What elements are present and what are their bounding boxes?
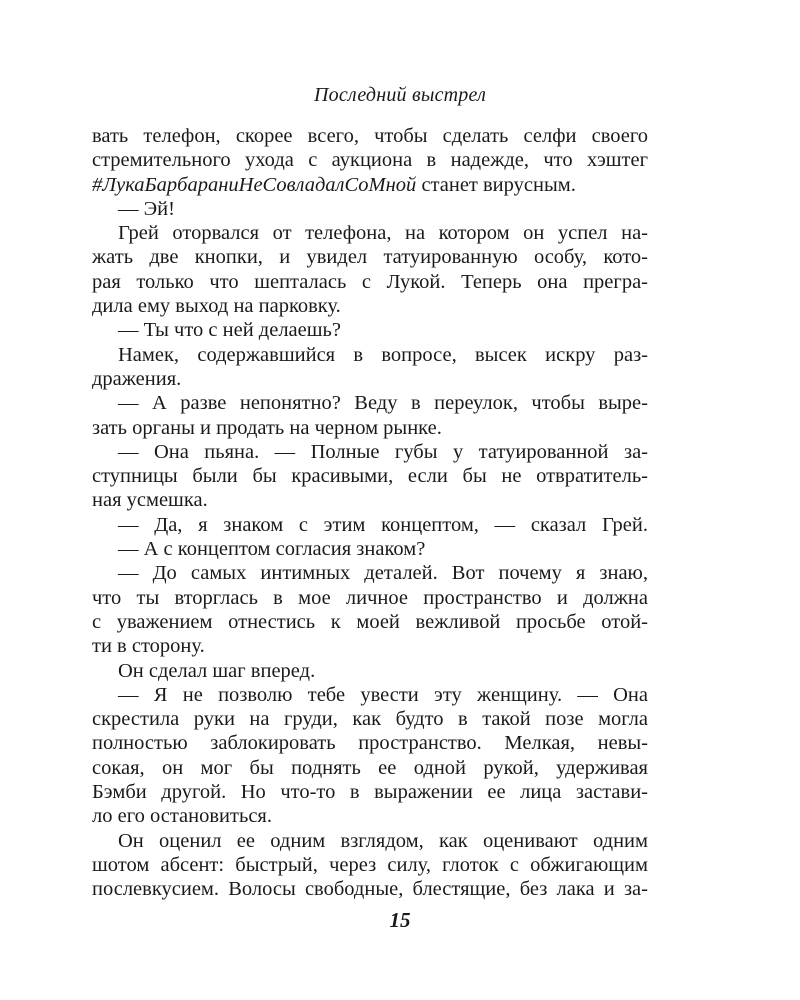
text-line: дила ему выход на парковку. (92, 295, 341, 318)
text-line: — Я не позволю тебе увести эту женщину. — Она (118, 683, 648, 706)
text-line: дражения. (92, 367, 182, 390)
text-line: — Она пьяна. — Полные губы у татуированной за- (118, 440, 648, 463)
text-line: с уважением отнестись к моей вежливой просьбе отой- (92, 610, 648, 633)
text-line: скрестила руки на груди, как будто в такой позе могла (92, 708, 648, 731)
text-line: жать две кнопки, и увидел татуированную особу, кото- (92, 246, 648, 269)
text-line: шотом абсент: быстрый, через силу, глоток с обжигающим (92, 853, 648, 876)
text-line: Он оценил ее одним взглядом, как оценивают одним (118, 829, 648, 852)
text-line: — Ты что с ней делаешь? (118, 319, 341, 342)
text-line: вать телефон, скорее всего, чтобы сделать селфи своего (92, 125, 648, 147)
text-line: полностью заблокировать пространство. Мелкая, невы- (92, 732, 648, 755)
running-head: Последний выстрел (313, 84, 486, 106)
text-line: ти в сторону. (92, 635, 205, 658)
text-line: Он сделал шаг вперед. (118, 659, 316, 682)
text-line: — А с концептом согласия знаком? (118, 538, 426, 561)
text-line (92, 173, 648, 197)
text-line: ная усмешка. (92, 489, 208, 512)
text-line: послевкусием. Волосы свободные, блестящие, без лака и за- (92, 878, 648, 901)
body-text (92, 124, 648, 902)
text-line-rest: станет вирусным. (416, 173, 576, 196)
text-line: ло его остановиться. (92, 805, 272, 828)
text-line: что ты вторглась в мое личное пространство и должна (92, 586, 648, 609)
text-line: — До самых интимных деталей. Вот почему я знаю, (118, 562, 648, 585)
text-line: — А разве непонятно? Веду в переулок, чтобы выре- (118, 392, 648, 415)
page-number: 15 (389, 908, 411, 932)
text-line: стремительного ухода с аукциона в надежде, что хэштег (92, 149, 648, 172)
text-line: ступницы были бы красивыми, если бы не отвратитель- (92, 465, 648, 488)
text-line: сокая, он мог бы поднять ее одной рукой, удерживая (92, 756, 648, 779)
text-line: — Да, я знаком с этим концептом, — сказал Грей. (118, 513, 648, 536)
text-line: Бэмби другой. Но что-то в выражении ее лица застави- (92, 781, 648, 804)
text-line: Грей оторвался от телефона, на котором он успел на- (118, 222, 648, 245)
text-line: зать органы и продать на черном рынке. (92, 416, 442, 439)
text-line: Намек, содержавшийся в вопросе, высек искру раз- (118, 343, 648, 366)
hashtag: #ЛукаБарбараниНеСовладалСоМной (92, 173, 417, 196)
text-line: рая только что шепталась с Лукой. Теперь она прегра- (92, 270, 648, 293)
text-line: — Эй! (118, 197, 175, 220)
